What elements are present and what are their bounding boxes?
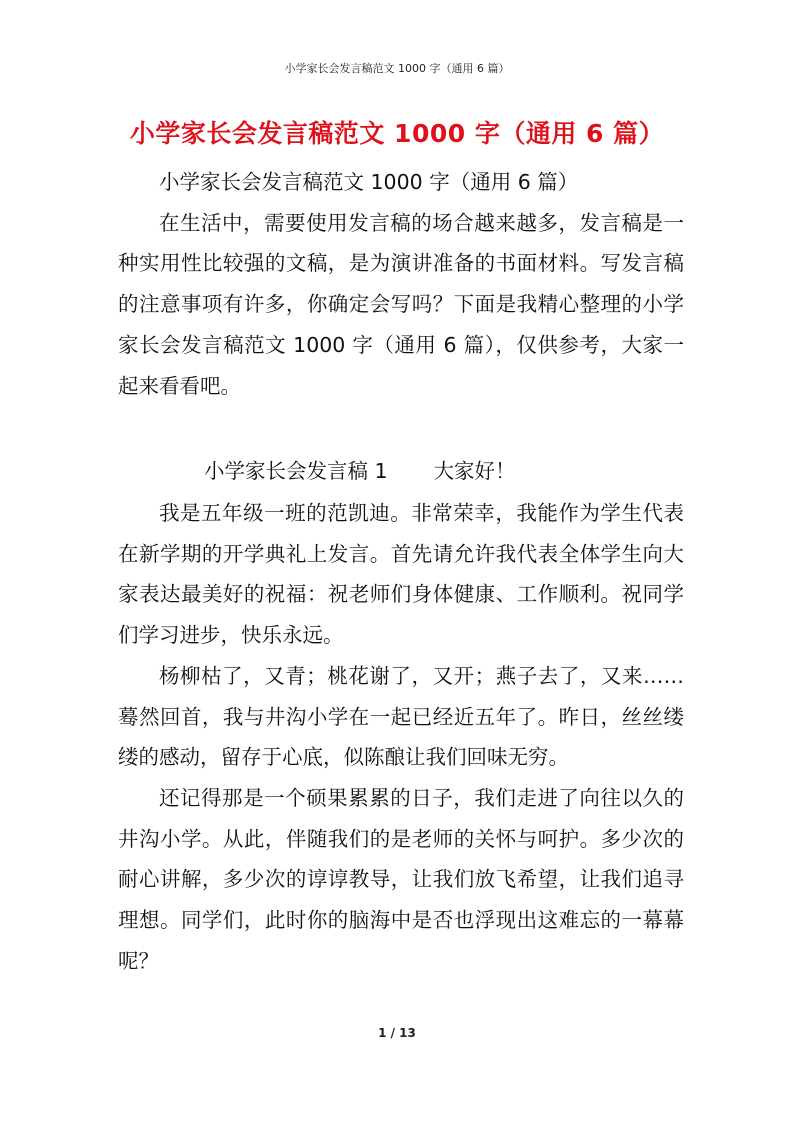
section1-paragraph-1: 我是五年级一班的范凯迪。非常荣幸，我能作为学生代表在新学期的开学典礼上发言。首先请允许我代表全体学生向大家表达最美好的祝福：祝老师们身体健康、工作顺利。祝同学们学习进步，快乐永远。	[118, 501, 684, 648]
section-heading: 小学家长会发言稿 1	[204, 459, 388, 483]
section1-paragraph-3: 还记得那是一个硕果累累的日子，我们走进了向往以久的井沟小学。从此，伴随我们的是老师的关怀与呵护。多少次的耐心讲解，多少次的谆谆教导，让我们放飞希望，让我们追寻理想。同学们，此时你的脑海中是否也浮现出这难忘的一幕幕呢？	[118, 785, 684, 973]
intro-block	[118, 162, 684, 406]
document-title: 小学家长会发言稿范文 1000 字（通用 6 篇）	[129, 119, 665, 148]
section-greeting: 大家好！	[433, 459, 516, 483]
section-heading-row	[204, 451, 516, 491]
section1-paragraph-2: 杨柳枯了，又青；桃花谢了，又开；燕子去了，又来……蓦然回首，我与井沟小学在一起已经近五年了。昨日，丝丝缕缕的感动，留存于心底，似陈酿让我们回味无穷。	[118, 663, 684, 770]
section1-body	[118, 493, 684, 981]
running-header: 小学家长会发言稿范文 1000 字（通用 6 篇）	[284, 62, 510, 75]
page-number: 1 / 13	[378, 1026, 416, 1040]
intro-subtitle: 小学家长会发言稿范文 1000 字（通用 6 篇）	[159, 170, 579, 194]
intro-paragraph: 在生活中，需要使用发言稿的场合越来越多，发言稿是一种实用性比较强的文稿，是为演讲准备的书面材料。写发言稿的注意事项有许多，你确定会写吗？下面是我精心整理的小学家长会发言稿范文 1000 字（通用 6 篇），仅供参考，大家一起来看看吧。	[118, 210, 684, 398]
